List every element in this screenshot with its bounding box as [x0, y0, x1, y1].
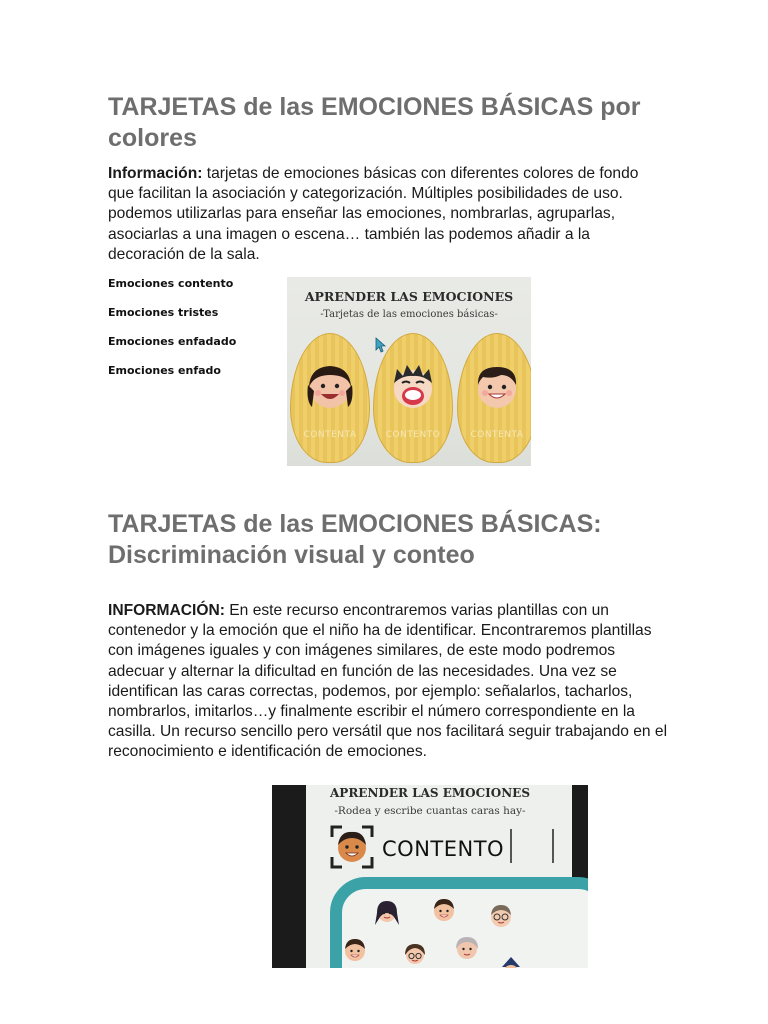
answer-box [510, 829, 554, 863]
hat-face-icon [496, 953, 526, 968]
section1-info-label: Información: [108, 165, 203, 182]
boy-glasses-face-icon [486, 901, 516, 931]
emotion-card [457, 333, 531, 463]
photo1-subtitle: -Tarjetas de las emociones básicas- [320, 309, 498, 320]
emotion-word: CONTENTO [382, 837, 505, 861]
list-item: Emociones contento [108, 277, 234, 290]
photo2-title: APRENDER LAS EMOCIONES [330, 786, 530, 800]
section2-info [108, 601, 668, 763]
target-face-frame-icon [330, 825, 374, 869]
list-item: Emociones enfado [108, 364, 221, 377]
emotion-cards-photo [287, 277, 531, 466]
photo1-title: APRENDER LAS EMOCIONES [304, 289, 514, 304]
section1-info-text: tarjetas de emociones básicas con diferentes colores de fondo que facilitan la asociación y categorización. Múltiples posibilidades de uso. podemos utilizarlas para enseñar las emociones, nombrarlas, agruparlas, asociarlas a una imagen o escena… también las podemos añadir a la decoración de la sala. [108, 165, 639, 263]
counting-sheet-photo [272, 785, 588, 968]
section2-title: TARJETAS de las EMOCIONES BÁSICAS: Discriminación visual y conteo [108, 510, 602, 569]
card-label: CONTENTA [303, 430, 357, 440]
card-label: CONTENTA [470, 430, 524, 440]
boy-face-icon [340, 935, 370, 965]
cursor-icon [375, 337, 387, 353]
emotion-card [373, 333, 453, 463]
girl-glasses-face-icon [400, 939, 430, 968]
emotions-list [108, 276, 278, 392]
card-label: CONTENTO [385, 430, 441, 440]
section1-title: TARJETAS de las EMOCIONES BÁSICAS por colores [108, 93, 641, 152]
grandma-face-icon [452, 933, 482, 963]
happy-girl-face-icon [304, 361, 356, 413]
girl-face-icon [372, 897, 402, 927]
laughing-boy-face-icon [387, 361, 439, 413]
section2-info-label: INFORMACIÓN: [108, 602, 225, 619]
emotion-card [290, 333, 370, 463]
photo2-subtitle: -Rodea y escribe cuantas caras hay- [334, 805, 526, 817]
list-item: Emociones tristes [108, 306, 219, 319]
happy-boy-face-icon [471, 361, 523, 413]
boy-face-icon [429, 895, 459, 925]
section1-info [108, 164, 668, 265]
section2-info-text: En este recurso encontraremos varias plantillas con un contenedor y la emoción que el niño ha de identificar. Encontraremos plantillas con imágenes iguales y con imágenes similares, de este modo podremos adecuar y alternar la dificultad en función de las necesidades. Una vez se identifican las caras correctas, podemos, por ejemplo: señalarlos, tacharlos, nombrarlos, imitarlos…y finalmente escribir el número correspondiente en la casilla. Un recurso sencillo pero versátil que nos facilitará seguir trabajando en el reconocimiento e identificación de emociones. [108, 602, 668, 761]
list-item: Emociones enfadado [108, 335, 237, 348]
